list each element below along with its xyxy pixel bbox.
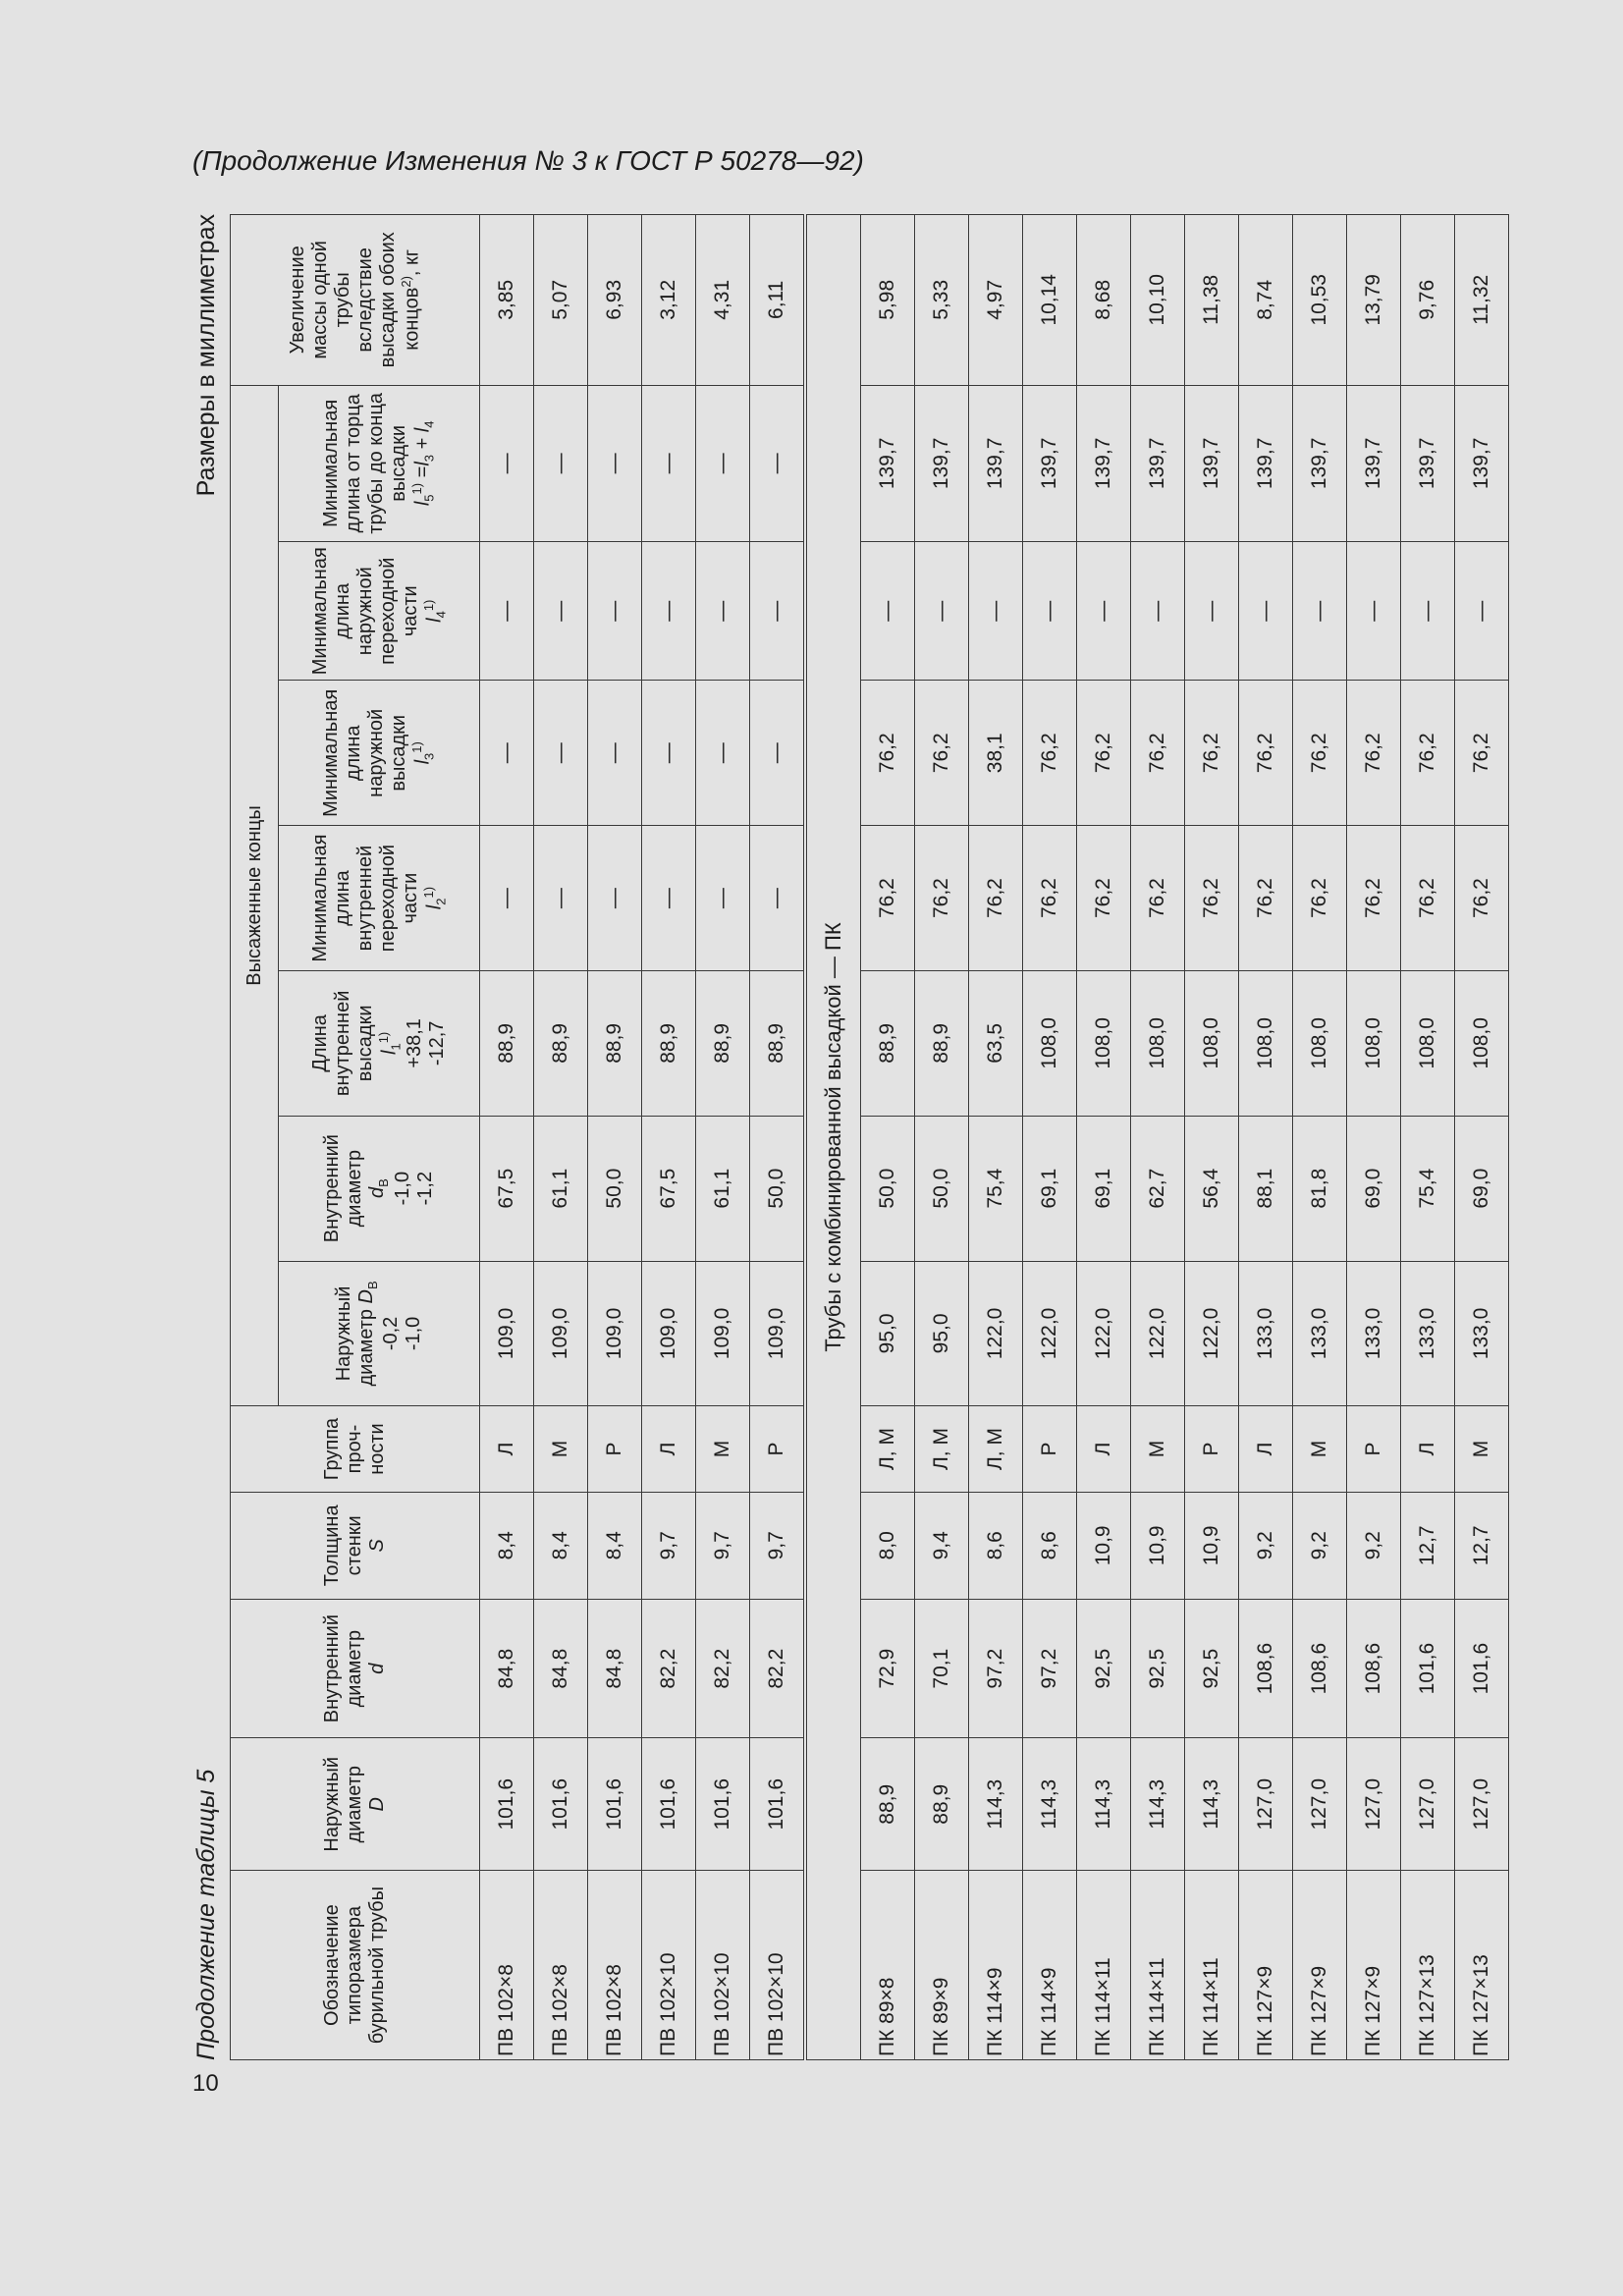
table-cell: 76,2 — [1077, 826, 1131, 971]
table-cell: — — [1077, 542, 1131, 681]
table-cell: 139,7 — [1077, 385, 1131, 541]
table-cell: 127,0 — [1455, 1738, 1509, 1871]
table-cell: 10,53 — [1293, 215, 1347, 386]
rotated-table-block — [192, 214, 1508, 2060]
table-cell: 69,0 — [1347, 1116, 1401, 1261]
table-cell: 88,1 — [1239, 1116, 1293, 1261]
table-cell: 75,4 — [1401, 1116, 1455, 1261]
table-row — [1293, 215, 1347, 2060]
table-cell: 114,3 — [1131, 1738, 1185, 1871]
table-cell: — — [696, 681, 750, 826]
table-cell: М — [1293, 1406, 1347, 1492]
table-cell: 63,5 — [969, 970, 1023, 1116]
table-cell: — — [534, 681, 588, 826]
table-cell: 139,7 — [1023, 385, 1077, 541]
table-row — [1239, 215, 1293, 2060]
table-cell: 82,2 — [642, 1599, 696, 1737]
table-cell: — — [750, 385, 806, 541]
table-cell: 9,2 — [1239, 1492, 1293, 1599]
table-cell: — — [1239, 542, 1293, 681]
table-cell: Л, М — [915, 1406, 969, 1492]
table-row — [1131, 215, 1185, 2060]
table-cell: 76,2 — [1347, 826, 1401, 971]
dimensions-table — [230, 214, 1509, 2060]
table-cell: 108,0 — [1185, 970, 1239, 1116]
table-cell: 8,74 — [1239, 215, 1293, 386]
table-cell: — — [642, 681, 696, 826]
table-cell: ПВ 102×10 — [642, 1871, 696, 2060]
table-cell: 5,33 — [915, 215, 969, 386]
table-cell: 122,0 — [1077, 1261, 1131, 1406]
table-cell: 127,0 — [1347, 1738, 1401, 1871]
table-row — [1347, 215, 1401, 2060]
table-cell: 10,9 — [1185, 1492, 1239, 1599]
table-cell: 8,4 — [480, 1492, 534, 1599]
table-cell: 88,9 — [642, 970, 696, 1116]
table-cell: 108,0 — [1023, 970, 1077, 1116]
table-cell: 108,6 — [1347, 1599, 1401, 1737]
table-cell: 139,7 — [861, 385, 915, 541]
table-cell: 69,0 — [1455, 1116, 1509, 1261]
table-cell: 76,2 — [1131, 826, 1185, 971]
table-cell: 101,6 — [480, 1738, 534, 1871]
table-cell: — — [1185, 542, 1239, 681]
table-cell: 76,2 — [1239, 826, 1293, 971]
table-row — [915, 215, 969, 2060]
table-cell: ПК 114×11 — [1185, 1871, 1239, 2060]
table-cell: — — [1401, 542, 1455, 681]
table-cell: — — [750, 826, 806, 971]
table-cell: ПК 114×11 — [1077, 1871, 1131, 2060]
table-cell: Л, М — [969, 1406, 1023, 1492]
table-cell: — — [969, 542, 1023, 681]
table-cell: 56,4 — [1185, 1116, 1239, 1261]
table-cell: 10,14 — [1023, 215, 1077, 386]
table-row — [534, 215, 588, 2060]
table-cell: М — [1131, 1406, 1185, 1492]
table-cell: 76,2 — [915, 681, 969, 826]
table-cell: 122,0 — [1131, 1261, 1185, 1406]
table-cell: 127,0 — [1239, 1738, 1293, 1871]
table-cell: 8,4 — [588, 1492, 642, 1599]
table-row — [480, 215, 534, 2060]
table-cell: 4,97 — [969, 215, 1023, 386]
table-cell: 122,0 — [1023, 1261, 1077, 1406]
table-cell: 76,2 — [1185, 681, 1239, 826]
table-cell: 114,3 — [1185, 1738, 1239, 1871]
table-cell: 88,9 — [915, 1738, 969, 1871]
table-cell: 6,93 — [588, 215, 642, 386]
table-cell: 4,31 — [696, 215, 750, 386]
table-cell: 62,7 — [1131, 1116, 1185, 1261]
table-cell: — — [696, 385, 750, 541]
table-cell: 108,0 — [1455, 970, 1509, 1116]
table-cell: 95,0 — [915, 1261, 969, 1406]
table-cell: 9,7 — [642, 1492, 696, 1599]
header-inner-diameter: Внутренний диаметр d — [231, 1599, 480, 1737]
table-cell: 95,0 — [861, 1261, 915, 1406]
table-cell: 109,0 — [696, 1261, 750, 1406]
table-cell: 76,2 — [1077, 681, 1131, 826]
table-row — [861, 215, 915, 2060]
table-cell: 139,7 — [1131, 385, 1185, 541]
table-cell: 69,1 — [1023, 1116, 1077, 1261]
table-cell: М — [1455, 1406, 1509, 1492]
table-cell: 101,6 — [642, 1738, 696, 1871]
header-l1: Длина внутренней высадки $l_1^{1)}$ +38,1 -12,7 — [279, 970, 480, 1116]
table-cell: Р — [1185, 1406, 1239, 1492]
table-cell: 76,2 — [1239, 681, 1293, 826]
table-cell: Р — [1023, 1406, 1077, 1492]
header-designation: Обозначение типоразмера бурильной трубы — [231, 1871, 480, 2060]
table-row — [1455, 215, 1509, 2060]
table-cell: Л, М — [861, 1406, 915, 1492]
table-cell: 9,2 — [1347, 1492, 1401, 1599]
table-cell: ПК 127×9 — [1293, 1871, 1347, 2060]
header-wall-thickness: Толщина стенки S — [231, 1492, 480, 1599]
table-cell: 10,10 — [1131, 215, 1185, 386]
table-cell: 101,6 — [588, 1738, 642, 1871]
table-row — [696, 215, 750, 2060]
table-cell: 127,0 — [1401, 1738, 1455, 1871]
table-cell: ПК 127×13 — [1401, 1871, 1455, 2060]
table-cell: 76,2 — [1023, 681, 1077, 826]
table-cell: 76,2 — [861, 826, 915, 971]
table-cell: 75,4 — [969, 1116, 1023, 1261]
table-cell: 88,9 — [480, 970, 534, 1116]
page-number: 10 — [192, 2070, 219, 2097]
table-row — [1401, 215, 1455, 2060]
table-cell: — — [642, 826, 696, 971]
table-cell: 114,3 — [1077, 1738, 1131, 1871]
table-cell: 92,5 — [1185, 1599, 1239, 1737]
table-cell: 133,0 — [1401, 1261, 1455, 1406]
table-cell: 12,7 — [1401, 1492, 1455, 1599]
header-outer-diameter: Наружный диаметр D — [231, 1738, 480, 1871]
table-cell: — — [696, 826, 750, 971]
table-cell: ПК 127×13 — [1455, 1871, 1509, 2060]
table-cell: 84,8 — [480, 1599, 534, 1737]
table-cell: 82,2 — [696, 1599, 750, 1737]
table-cell: — — [1347, 542, 1401, 681]
table-row — [642, 215, 696, 2060]
table-cell: 84,8 — [588, 1599, 642, 1737]
table-cell: 67,5 — [642, 1116, 696, 1261]
table-cell: 92,5 — [1077, 1599, 1131, 1737]
table-cell: 38,1 — [969, 681, 1023, 826]
table-cell: Л — [1077, 1406, 1131, 1492]
table-cell: 101,6 — [534, 1738, 588, 1871]
table-cell: 3,85 — [480, 215, 534, 386]
table-cell: 69,1 — [1077, 1116, 1131, 1261]
table-cell: ПК 114×11 — [1131, 1871, 1185, 2060]
table-cell: 114,3 — [969, 1738, 1023, 1871]
table-cell: 11,38 — [1185, 215, 1239, 386]
table-cell: 70,1 — [915, 1599, 969, 1737]
table-cell: Р — [1347, 1406, 1401, 1492]
table-cell: Л — [642, 1406, 696, 1492]
table-cell: ПВ 102×8 — [588, 1871, 642, 2060]
table-cell: ПВ 102×10 — [750, 1871, 806, 2060]
table-cell: 92,5 — [1131, 1599, 1185, 1737]
table-cell: 81,8 — [1293, 1116, 1347, 1261]
header-l4: Минимальная длина наружной переходной части $l_4^{1)}$ — [279, 542, 480, 681]
table-cell: 76,2 — [915, 826, 969, 971]
table-row — [969, 215, 1023, 2060]
table-cell: ПК 114×9 — [969, 1871, 1023, 2060]
table-cell: 9,4 — [915, 1492, 969, 1599]
table-cell: 88,9 — [696, 970, 750, 1116]
table-cell: — — [1023, 542, 1077, 681]
table-cell: 108,0 — [1401, 970, 1455, 1116]
header-upset-inner-diameter: Внутренний диаметр $d_В$ -1,0 -1,2 — [279, 1116, 480, 1261]
table-cell: 50,0 — [861, 1116, 915, 1261]
table-cell: 139,7 — [1293, 385, 1347, 541]
table-cell: — — [480, 826, 534, 971]
table-cell: — — [588, 826, 642, 971]
section-row-group — [805, 215, 861, 2060]
table-cell: 10,9 — [1077, 1492, 1131, 1599]
table-cell: Р — [588, 1406, 642, 1492]
table-cell: ПК 114×9 — [1023, 1871, 1077, 2060]
table-cell: 76,2 — [1023, 826, 1077, 971]
table-cell: 76,2 — [1185, 826, 1239, 971]
pk-rows — [861, 215, 1509, 2060]
table-cell: — — [588, 681, 642, 826]
table-cell: 88,9 — [534, 970, 588, 1116]
table-cell: 50,0 — [915, 1116, 969, 1261]
table-cell: 97,2 — [1023, 1599, 1077, 1737]
table-cell: — — [696, 542, 750, 681]
table-cell: 108,6 — [1239, 1599, 1293, 1737]
table-cell: — — [534, 826, 588, 971]
table-cell: 109,0 — [588, 1261, 642, 1406]
table-cell: 72,9 — [861, 1599, 915, 1737]
table-cell: — — [480, 681, 534, 826]
table-cell: 101,6 — [1401, 1599, 1455, 1737]
table-cell: 8,0 — [861, 1492, 915, 1599]
table-row — [1185, 215, 1239, 2060]
table-cell: 139,7 — [1185, 385, 1239, 541]
table-cell: 133,0 — [1239, 1261, 1293, 1406]
table-cell: 76,2 — [1347, 681, 1401, 826]
header-strength-group: Группа прочности — [231, 1406, 480, 1492]
table-cell: ПК 89×8 — [861, 1871, 915, 2060]
table-cell: — — [1293, 542, 1347, 681]
table-cell: — — [480, 542, 534, 681]
table-cell: 9,76 — [1401, 215, 1455, 386]
table-cell: ПВ 102×10 — [696, 1871, 750, 2060]
table-cell: 101,6 — [750, 1738, 806, 1871]
table-cell: ПВ 102×8 — [534, 1871, 588, 2060]
table-cell: ПК 89×9 — [915, 1871, 969, 2060]
table-cell: 76,2 — [1401, 826, 1455, 971]
table-row — [750, 215, 806, 2060]
table-cell: 8,68 — [1077, 215, 1131, 386]
table-cell: 76,2 — [1131, 681, 1185, 826]
table-cell: 10,9 — [1131, 1492, 1185, 1599]
table-cell: 12,7 — [1455, 1492, 1509, 1599]
table-cell: 88,9 — [861, 970, 915, 1116]
table-row — [1023, 215, 1077, 2060]
table-cell: 84,8 — [534, 1599, 588, 1737]
table-cell: 108,0 — [1347, 970, 1401, 1116]
header-l2: Минимальная длина внутренней переходной части $l_2^{1)}$ — [279, 826, 480, 971]
header-upset-ends: Высаженные концы — [231, 385, 279, 1406]
table-cell: 9,7 — [750, 1492, 806, 1599]
table-cell: — — [915, 542, 969, 681]
table-cell: 139,7 — [1347, 385, 1401, 541]
table-cell: ПК 127×9 — [1239, 1871, 1293, 2060]
table-cell: 114,3 — [1023, 1738, 1077, 1871]
table-cell: 88,9 — [750, 970, 806, 1116]
header-mass-increase: Увеличение массы одной трубы вследствие высадки обоих концов$^{2)}$, кг — [231, 215, 480, 386]
document-title: (Продолжение Изменения № 3 к ГОСТ Р 50278—92) — [192, 145, 864, 176]
table-cell: 133,0 — [1455, 1261, 1509, 1406]
table-cell: 133,0 — [1293, 1261, 1347, 1406]
table-cell: 76,2 — [1401, 681, 1455, 826]
table-cell: 50,0 — [588, 1116, 642, 1261]
table-cell: — — [861, 542, 915, 681]
table-cell: 5,98 — [861, 215, 915, 386]
table-row — [1077, 215, 1131, 2060]
table-cell: 6,11 — [750, 215, 806, 386]
table-cell: 76,2 — [1455, 826, 1509, 971]
table-cell: 76,2 — [861, 681, 915, 826]
table-cell: 76,2 — [969, 826, 1023, 971]
table-cell: — — [750, 542, 806, 681]
table-cell: — — [588, 542, 642, 681]
table-cell: 109,0 — [750, 1261, 806, 1406]
table-cell: 9,2 — [1293, 1492, 1347, 1599]
table-cell: Р — [750, 1406, 806, 1492]
table-cell: 127,0 — [1293, 1738, 1347, 1871]
table-cell: ПК 127×9 — [1347, 1871, 1401, 2060]
table-cell: Л — [1239, 1406, 1293, 1492]
table-cell: Л — [1401, 1406, 1455, 1492]
table-cell: 13,79 — [1347, 215, 1401, 386]
table-cell: 97,2 — [969, 1599, 1023, 1737]
table-row — [588, 215, 642, 2060]
table-cell: 82,2 — [750, 1599, 806, 1737]
table-cell: 8,6 — [969, 1492, 1023, 1599]
table-cell: 139,7 — [1455, 385, 1509, 541]
table-cell: М — [534, 1406, 588, 1492]
table-cell: 122,0 — [969, 1261, 1023, 1406]
table-cell: 139,7 — [1401, 385, 1455, 541]
table-cell: 122,0 — [1185, 1261, 1239, 1406]
pv-rows — [480, 215, 806, 2060]
table-cell: 109,0 — [480, 1261, 534, 1406]
table-cell: — — [534, 385, 588, 541]
table-cell: ПВ 102×8 — [480, 1871, 534, 2060]
table-cell: — — [642, 542, 696, 681]
table-cell: 88,9 — [915, 970, 969, 1116]
table-cell: — — [1455, 542, 1509, 681]
table-cell: 88,9 — [861, 1738, 915, 1871]
table-cell: 8,4 — [534, 1492, 588, 1599]
table-cell: 101,6 — [1455, 1599, 1509, 1737]
table-cell: 5,07 — [534, 215, 588, 386]
table-cell: 76,2 — [1293, 826, 1347, 971]
table-cell: 11,32 — [1455, 215, 1509, 386]
table-cell: 139,7 — [969, 385, 1023, 541]
header-upset-outer-diameter: Наружный диаметр $D_В$ -0,2 -1,0 — [279, 1261, 480, 1406]
header-l5: Минимальная длина от торца трубы до конца высадки $l_5^{1)} =l_3 + l_4$ — [279, 385, 480, 541]
table-cell: 9,7 — [696, 1492, 750, 1599]
table-cell: 76,2 — [1455, 681, 1509, 826]
table-cell: 133,0 — [1347, 1261, 1401, 1406]
table-cell: — — [534, 542, 588, 681]
continuation-label: Продолжение таблицы 5 — [192, 1769, 220, 2060]
table-cell: — — [642, 385, 696, 541]
table-cell: 101,6 — [696, 1738, 750, 1871]
table-cell: 139,7 — [915, 385, 969, 541]
table-cell: 108,0 — [1239, 970, 1293, 1116]
table-cell: — — [750, 681, 806, 826]
table-cell: 109,0 — [534, 1261, 588, 1406]
table-cell: Л — [480, 1406, 534, 1492]
table-cell: 61,1 — [534, 1116, 588, 1261]
table-cell: 108,0 — [1293, 970, 1347, 1116]
table-cell: 50,0 — [750, 1116, 806, 1261]
table-cell: 139,7 — [1239, 385, 1293, 541]
section-label-pk: Трубы с комбинированной высадкой — ПК — [805, 215, 861, 2060]
table-cell: — — [588, 385, 642, 541]
table-cell: 8,6 — [1023, 1492, 1077, 1599]
table-cell: 109,0 — [642, 1261, 696, 1406]
table-cell: М — [696, 1406, 750, 1492]
table-cell: 76,2 — [1293, 681, 1347, 826]
table-cell: 108,6 — [1293, 1599, 1347, 1737]
header-l3: Минимальная длина наружной высадки $l_3^{1)}$ — [279, 681, 480, 826]
table-cell: 61,1 — [696, 1116, 750, 1261]
table-cell: 108,0 — [1131, 970, 1185, 1116]
table-cell: 67,5 — [480, 1116, 534, 1261]
table-cell: — — [1131, 542, 1185, 681]
table-cell: — — [480, 385, 534, 541]
table-cell: 108,0 — [1077, 970, 1131, 1116]
units-label: Размеры в миллиметрах — [192, 214, 220, 497]
table-cell: 3,12 — [642, 215, 696, 386]
table-cell: 88,9 — [588, 970, 642, 1116]
